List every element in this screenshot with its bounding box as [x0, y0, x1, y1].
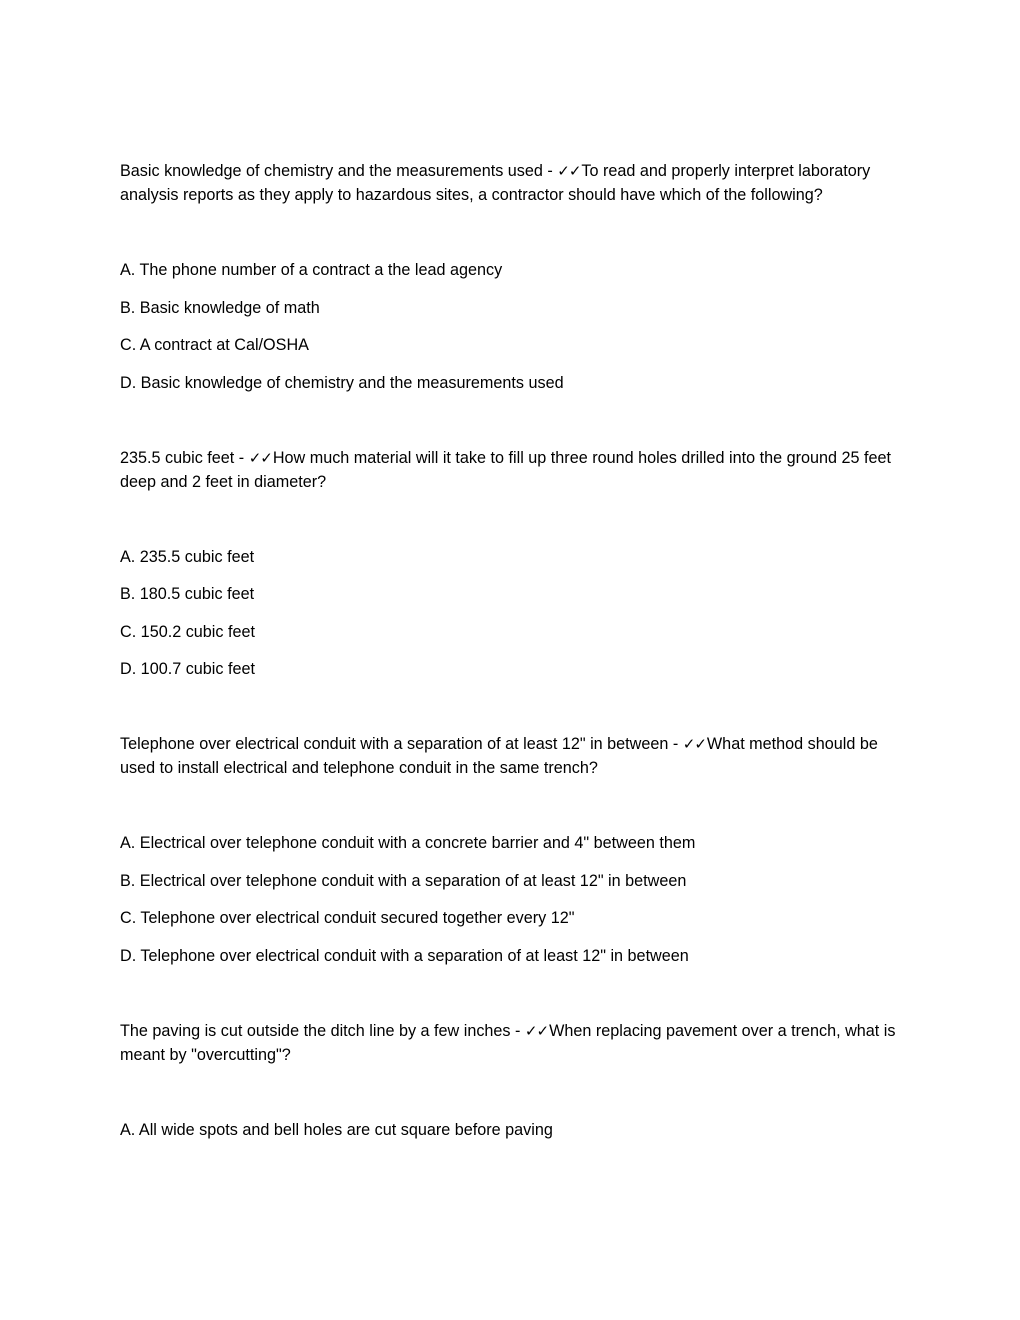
option-d: D. 100.7 cubic feet	[120, 660, 255, 678]
question-text	[120, 1019, 900, 1067]
options-list	[120, 831, 900, 968]
option-a: A. All wide spots and bell holes are cut square before paving	[120, 1120, 553, 1139]
answer-text: The paving is cut outside the ditch line by a few inches -	[120, 1021, 525, 1040]
question-prompt: To read and properly interpret laboratory analysis reports as they apply to hazardous sites, a contractor should have which of the following?	[120, 162, 871, 204]
options-list	[120, 545, 900, 682]
answer-text: 235.5 cubic feet -	[120, 448, 249, 467]
option-d: D. Basic knowledge of chemistry and the measurements used	[120, 373, 564, 392]
option-b: B. 180.5 cubic feet	[120, 585, 255, 603]
option-a: A. 235.5 cubic feet	[120, 547, 255, 566]
qa-block-3	[120, 732, 900, 968]
option-a: A. The phone number of a contract a the lead agency	[120, 261, 503, 279]
qa-block-2	[120, 446, 900, 682]
option-c: C. 150.2 cubic feet	[120, 622, 255, 641]
question-prompt: How much material will it take to fill up three round holes drilled into the ground 25 feet deep and 2 feet in diameter?	[120, 448, 891, 491]
double-check-icon: ✓✓	[557, 162, 581, 180]
options-list	[120, 258, 900, 395]
option-c: C. A contract at Cal/OSHA	[120, 336, 309, 354]
option-b: B. Basic knowledge of math	[120, 298, 320, 317]
double-check-icon: ✓✓	[248, 448, 272, 467]
question-text	[120, 159, 900, 207]
double-check-icon: ✓✓	[524, 1021, 549, 1040]
question-prompt: When replacing pavement over a trench, what is meant by "overcutting"?	[120, 1021, 896, 1064]
qa-block-1	[120, 159, 900, 395]
question-text	[120, 732, 900, 780]
question-text	[120, 446, 900, 494]
answer-text: Basic knowledge of chemistry and the measurements used -	[120, 162, 558, 180]
double-check-icon: ✓✓	[682, 735, 706, 753]
options-list	[120, 1118, 900, 1142]
answer-text: Telephone over electrical conduit with a separation of at least 12" in between -	[120, 735, 683, 753]
question-prompt: What method should be used to install electrical and telephone conduit in the same trench?	[120, 735, 878, 777]
option-c: C. Telephone over electrical conduit secured together every 12"	[120, 909, 575, 927]
option-a: A. Electrical over telephone conduit with a concrete barrier and 4" between them	[120, 834, 696, 852]
option-b: B. Electrical over telephone conduit with a separation of at least 12" in between	[120, 871, 687, 890]
option-d: D. Telephone over electrical conduit with a separation of at least 12" in between	[120, 946, 689, 965]
qa-block-4	[120, 1019, 900, 1142]
document-content	[120, 159, 900, 1155]
